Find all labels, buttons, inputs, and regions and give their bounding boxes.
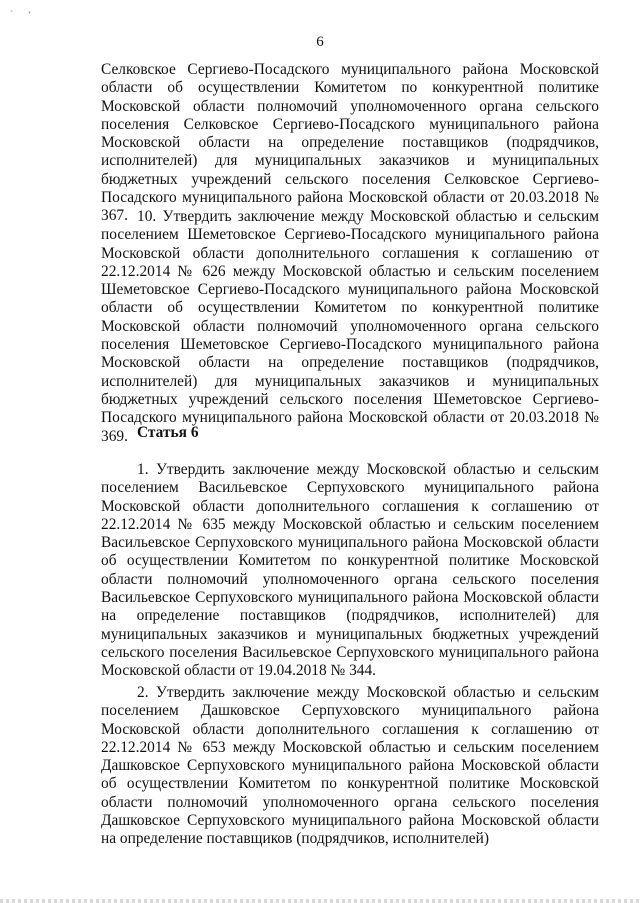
paragraph-text: 2. Утвердить заключение между Московской областью и сельским поселением Дашковское Серпуховского муниципального района Московской области дополнительного соглашения к соглашению от 22.12.2014 № 653 между Московской областью и сельским поселением Дашковское Серпуховского муниципального района Московской области об осуществлении Комитетом по конкурентной политике Московской области полномочий уполномоченного органа сельского поселения Дашковское Серпуховского муниципального района Московской области на определение поставщиков (подрядчиков, исполнителей) (101, 684, 599, 848)
paragraph-text: 10. Утвердить заключение между Московской областью и сельским поселением Шеметовское Сергиево-Посадского муниципального района Московской области дополнительного соглашения к соглашению от 22.12.2014 № 626 между Московской областью и сельским поселением Шеметовское Сергиево-Посадского муниципального района Московской области об осуществлении Комитетом по конкурентной политике Московской области полномочий уполномоченного органа сельского поселения Шеметовское Сергиево-Посадского муниципального района Московской области на определение поставщиков (подрядчиков, исполнителей) для муниципальных заказчиков и муниципальных бюджетных учреждений сельского поселения Шеметовское Сергиево-Посадского муниципального района Московской области от 20.03.2018 № 369. (101, 208, 599, 445)
article-6-paragraph-2 (101, 684, 599, 849)
page-number: 6 (316, 34, 324, 50)
article-heading: Статья 6 (137, 424, 199, 441)
paragraph-text: 1. Утвердить заключение между Московской областью и сельским поселением Васильевское Серпуховского муниципального района Московской области дополнительного соглашения к соглашению от 22.12.2014 № 635 между Московской областью и сельским поселением Васильевское Серпуховского муниципального района Московской области об осуществлении Комитетом по конкурентной политике Московской области полномочий уполномоченного органа сельского поселения Васильевское Серпуховского муниципального района Московской области на определение поставщиков (подрядчиков, исполнителей) для муниципальных заказчиков и муниципальных бюджетных учреждений сельского поселения Васильевское Серпуховского муниципального района Московской области от 19.04.2018 № 344. (101, 461, 599, 680)
paragraph-continuation (101, 61, 599, 226)
paragraph-text: Селковское Сергиево-Посадского муниципального района Московской области об осуществлении Комитетом по конкурентной политике Московской области полномочий уполномоченного органа сельского поселения Селковское Сергиево-Посадского муниципального района Московской области на определение поставщиков (подрядчиков, исполнителей) для муниципальных заказчиков и муниципальных бюджетных учреждений сельского поселения Селковское Сергиево-Посадского муниципального района Московской области от 20.03.2018 № 367. (101, 61, 599, 225)
scan-bottom-edge (0, 899, 640, 903)
paragraph-10 (101, 208, 599, 446)
article-6-paragraph-1 (101, 461, 599, 681)
corner-mark: ` ‘ (10, 10, 38, 21)
